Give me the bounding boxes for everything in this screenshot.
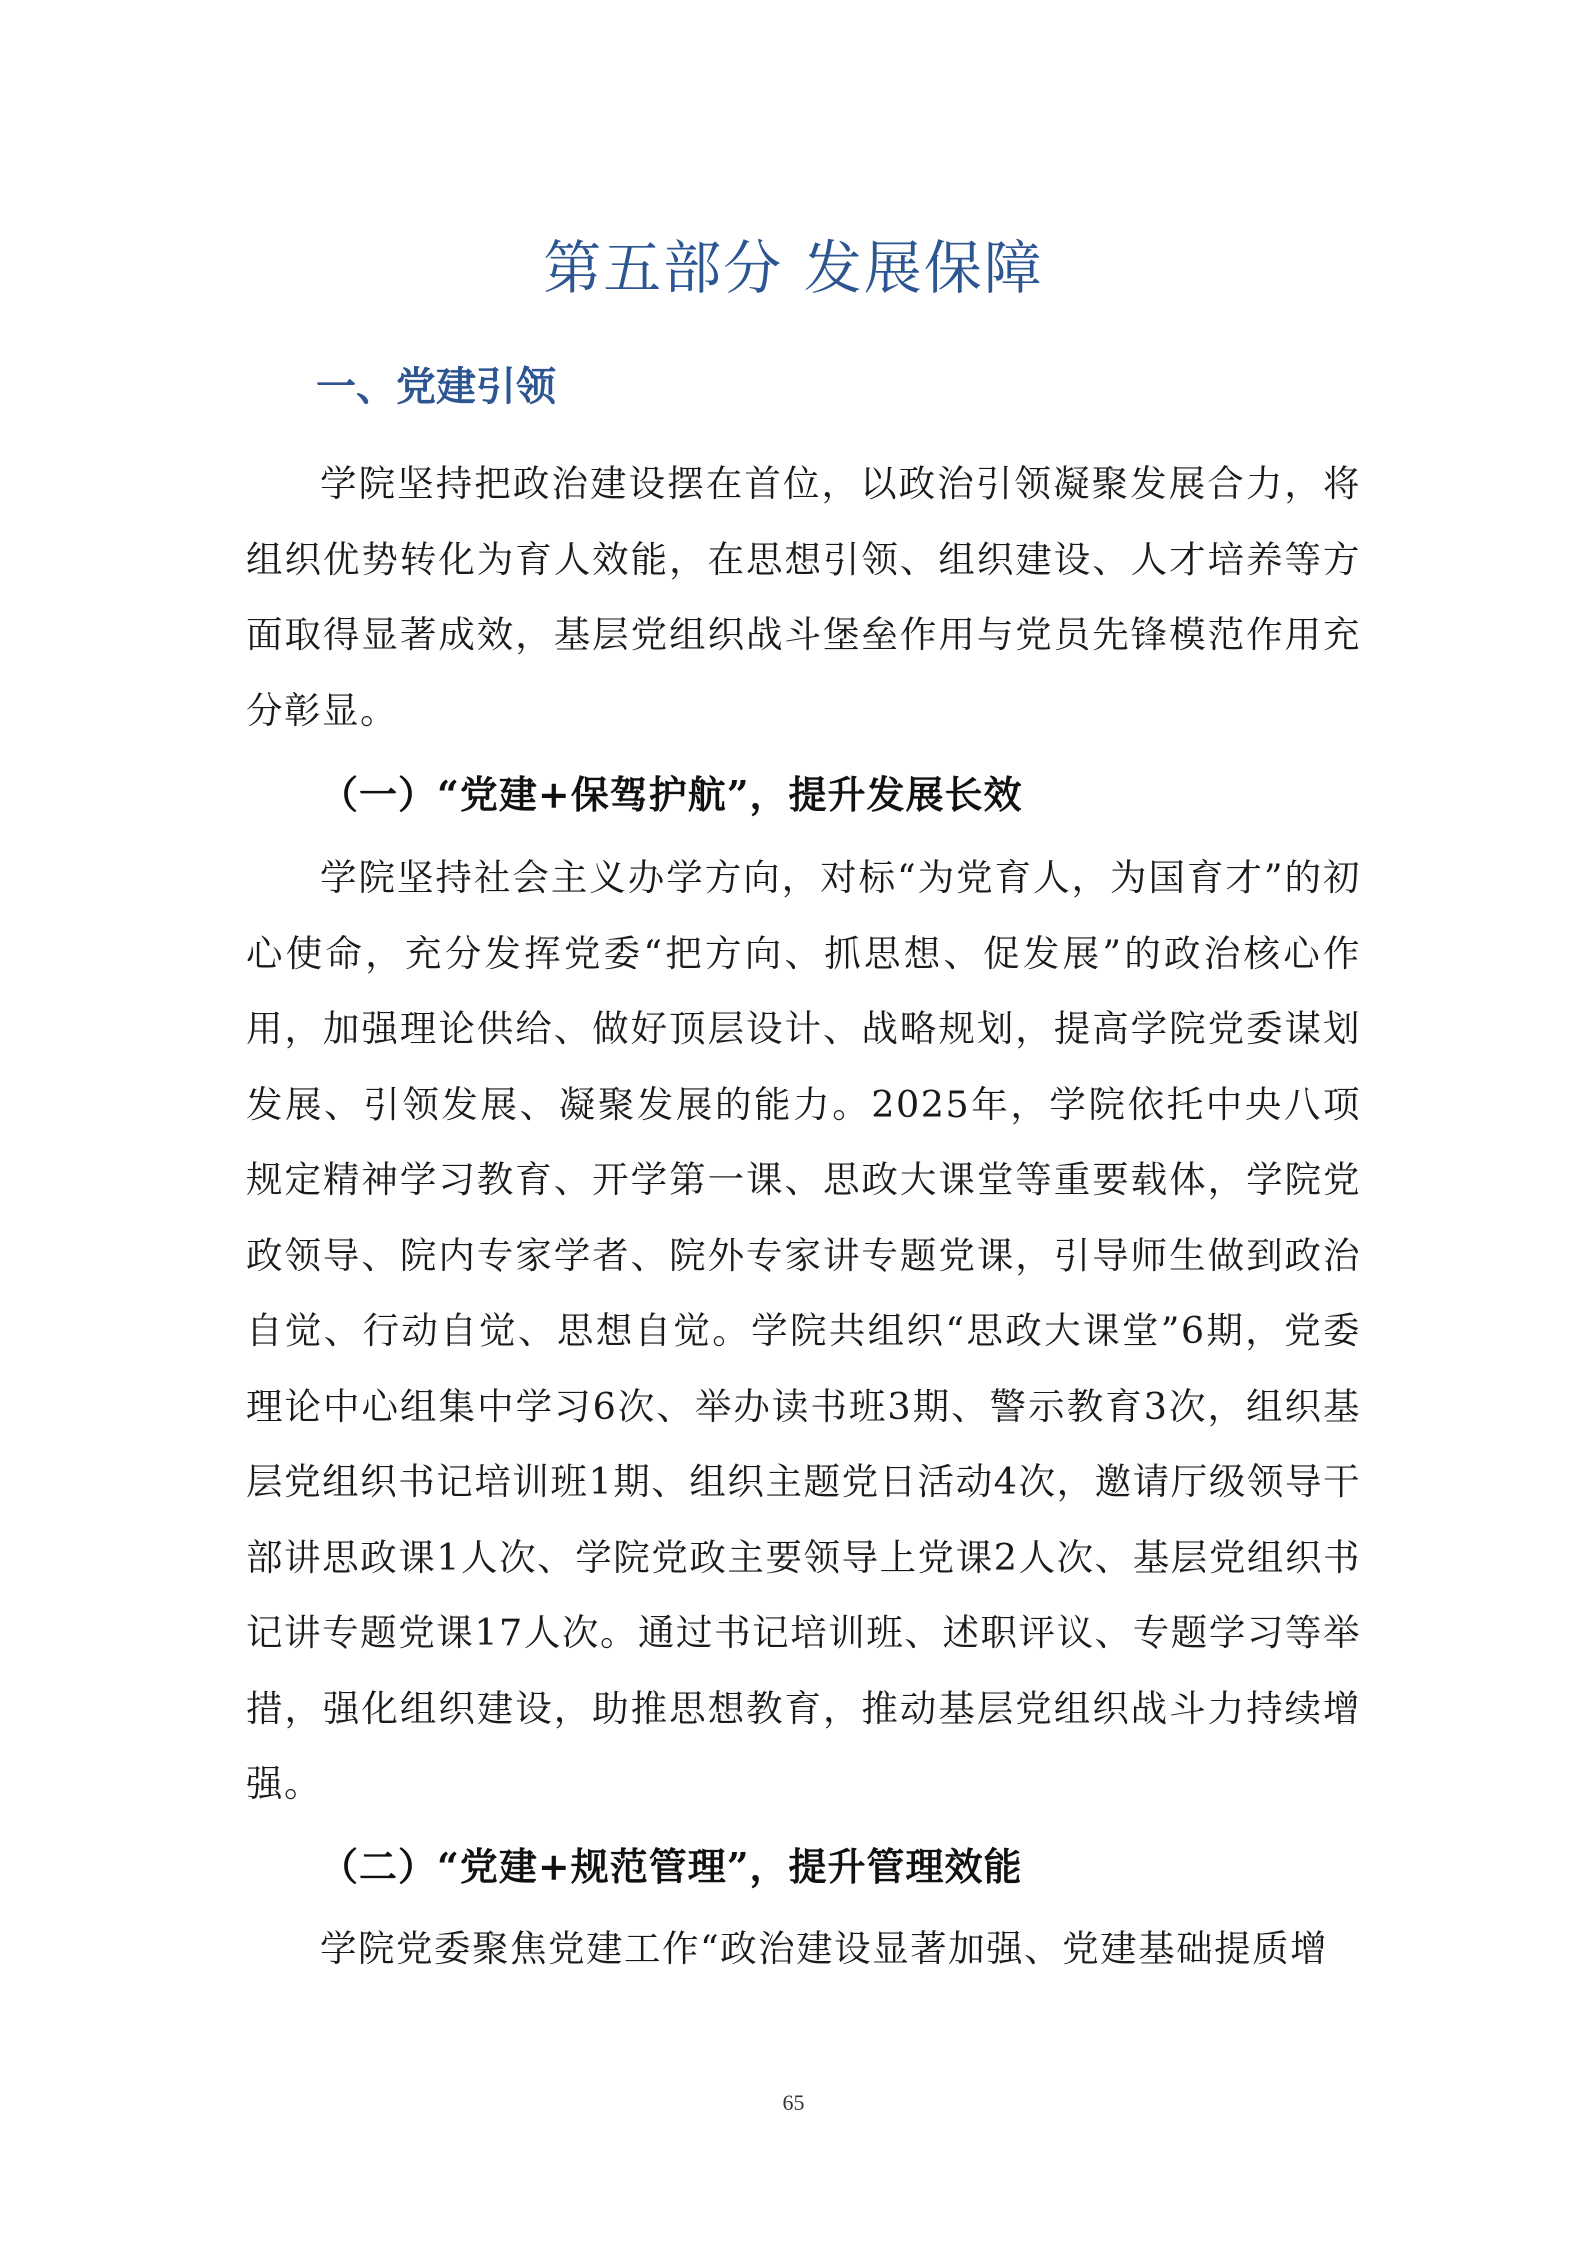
subsection-paragraph-1: 学院坚持社会主义办学方向，对标“为党育人，为国育才”的初心使命，充分发挥党委“把方向、抓思想、促发展”的政治核心作用，加强理论供给、做好顶层设计、战略规划，提高学院党委谋划发展、引领发展、凝聚发展的能力。2025年，学院依托中央八项规定精神学习教育、开学第一课、思政大课堂等重要载体，学院党政领导、院内专家学者、院外专家讲专题党课，引导师生做到政治自觉、行动自觉、思想自觉。学院共组织“思政大课堂”6期，党委理论中心组集中学习6次、举办读书班3期、警示教育3次，组织基层党组织书记培训班1期、组织主题党日活动4次，邀请厅级领导干部讲思政课1人次、学院党政主要领导上党课2人次、基层党组织书记讲专题党课17人次。通过书记培训班、述职评议、专题学习等举措，强化组织建设，助推思想教育，推动基层党组织战斗力持续增强。 [246, 856, 1361, 1805]
subsection-heading-1: （一）“党建+保驾护航”，提升发展长效 [320, 772, 1023, 817]
intro-paragraph: 学院坚持把政治建设摆在首位，以政治引领凝聚发展合力，将组织优势转化为育人效能，在思想引领、组织建设、人才培养等方面取得显著成效，基层党组织战斗堡垒作用与党员先锋模范作用充分彰显。 [246, 462, 1361, 732]
subsection-heading-2: （二）“党建+规范管理”，提升管理效能 [320, 1844, 1023, 1889]
page-title: 第五部分 发展保障 [543, 234, 1044, 302]
subsection-paragraph-2: 学院党委聚焦党建工作“政治建设显著加强、党建基础提质增 [320, 1927, 1329, 1970]
section-heading: 一、党建引领 [316, 364, 556, 410]
page-number: 65 [782, 2090, 805, 2115]
